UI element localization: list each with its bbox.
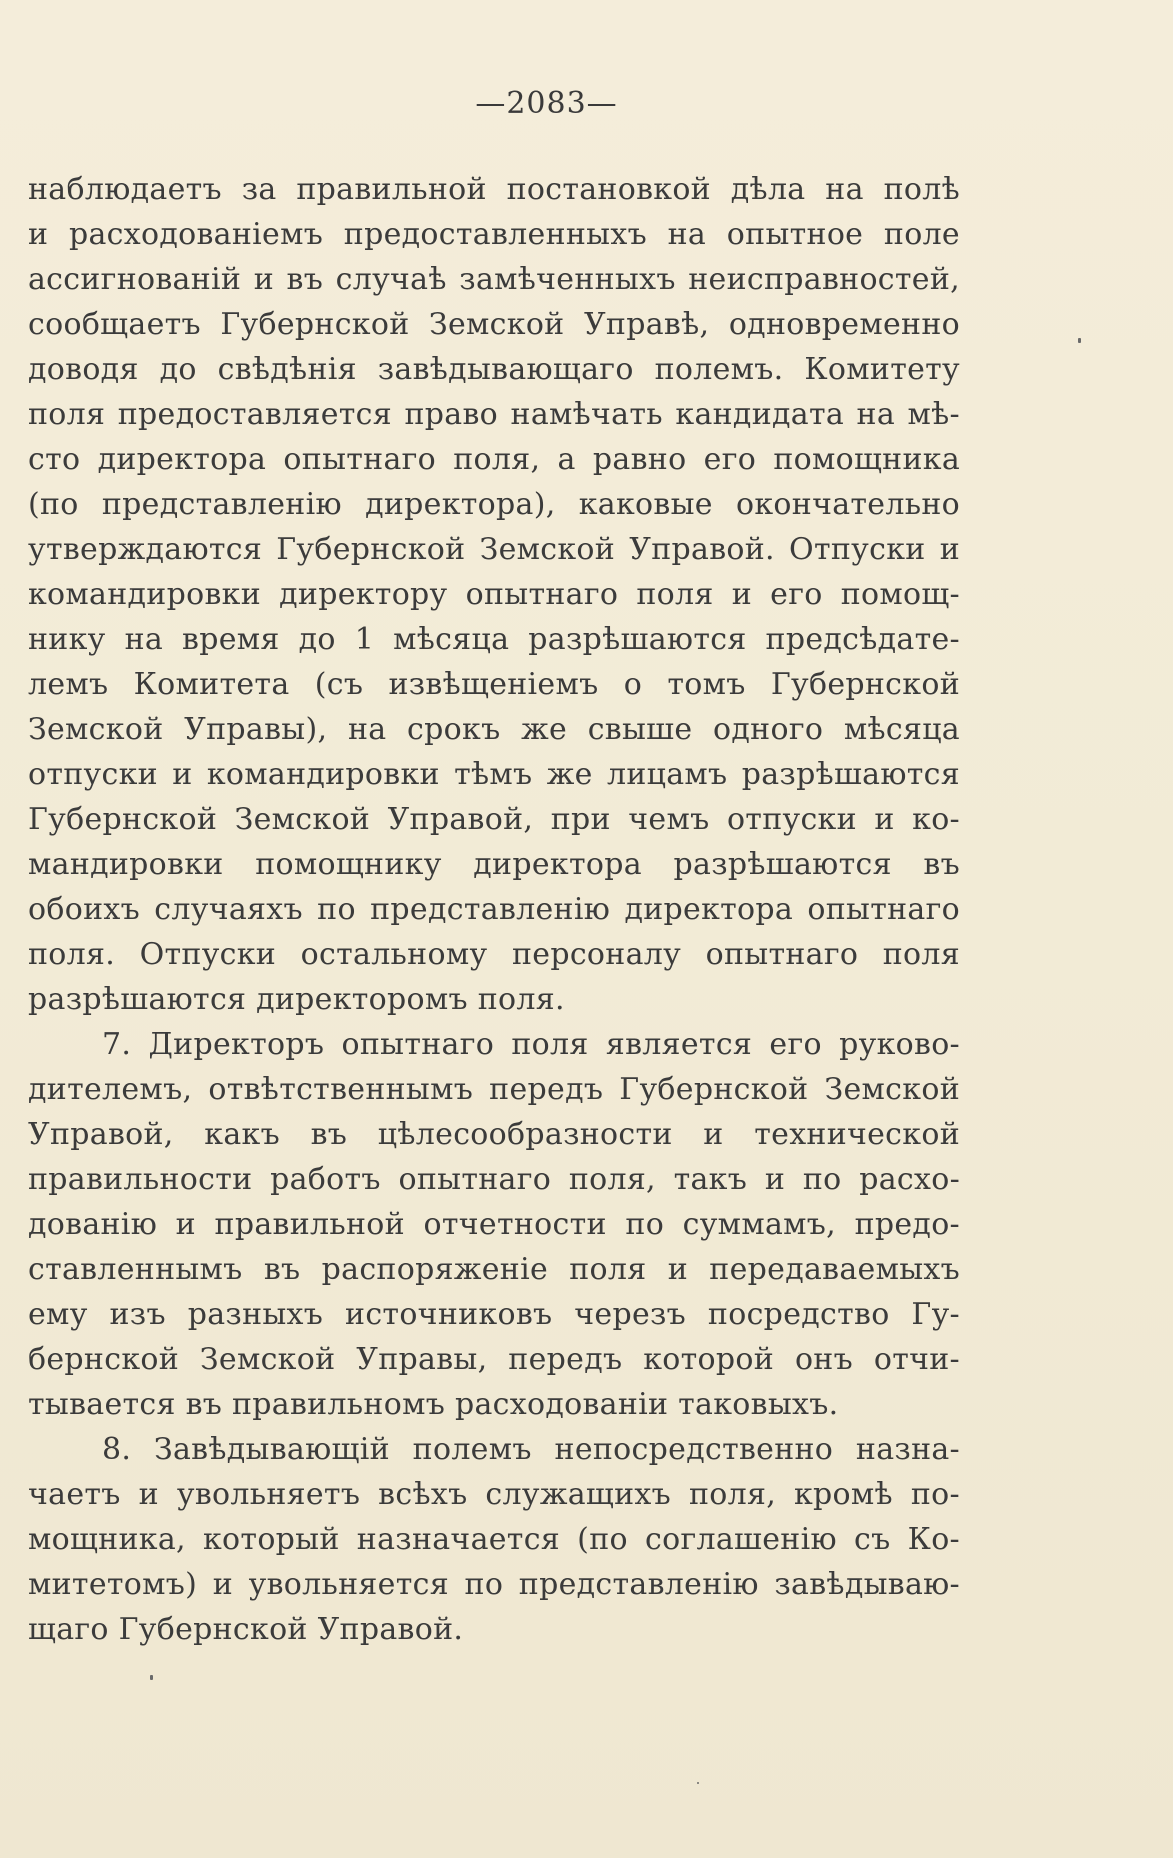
text-line: правильности работъ опытнаго поля, такъ и по расхо- [28, 1162, 960, 1197]
text-line: мощника, который назначается (по соглашенію съ Ко- [28, 1522, 960, 1557]
text-line: лемъ Комитета (съ извѣщеніемъ о томъ Губернской [28, 667, 960, 702]
print-speck [697, 1782, 699, 1784]
text-line: обоихъ случаяхъ по представленію директора опытнаго [28, 892, 960, 927]
text-line: ставленнымъ въ распоряженіе поля и передаваемыхъ [28, 1252, 960, 1287]
print-speck [150, 1675, 153, 1680]
text-line: дованію и правильной отчетности по суммамъ, предо- [28, 1207, 960, 1242]
text-line: отпуски и командировки тѣмъ же лицамъ разрѣшаются [28, 757, 960, 792]
text-line: ассигнованій и въ случаѣ замѣченныхъ неисправностей, [28, 262, 960, 297]
section-7-start: 7. Директоръ опытнаго поля является его руково- [102, 1027, 960, 1062]
page-number: —2083— [475, 86, 618, 121]
text-line: наблюдаетъ за правильной постановкой дѣла на полѣ [28, 172, 960, 207]
text-line: мандировки помощнику директора разрѣшаются въ [28, 847, 960, 882]
section-8-start: 8. Завѣдывающій полемъ непосредственно назна- [102, 1432, 960, 1467]
text-line: Губернской Земской Управой, при чемъ отпуски и ко- [28, 802, 960, 837]
text-line: сообщаетъ Губернской Земской Управѣ, одновременно [28, 307, 960, 342]
text-line: Земской Управы), на срокъ же свыше одного мѣсяца [28, 712, 960, 747]
text-line: утверждаются Губернской Земской Управой. Отпуски и [28, 532, 960, 567]
text-line: сто директора опытнаго поля, а равно его помощника [28, 442, 960, 477]
text-line: и расходованіемъ предоставленныхъ на опытное поле [28, 217, 960, 252]
text-line: поля. Отпуски остальному персоналу опытнаго поля [28, 937, 960, 972]
text-line: Управой, какъ въ цѣлесообразности и технической [28, 1117, 960, 1152]
text-line: дителемъ, отвѣтственнымъ передъ Губернской Земской [28, 1072, 960, 1107]
text-line: (по представленію директора), каковые окончательно [28, 487, 960, 522]
print-speck [1078, 338, 1081, 343]
text-line: бернской Земской Управы, передъ которой онъ отчи- [28, 1342, 960, 1377]
text-line: митетомъ) и увольняется по представленію завѣдываю- [28, 1567, 960, 1602]
text-line: поля предоставляется право намѣчать кандидата на мѣ- [28, 397, 960, 432]
text-line: чаетъ и увольняетъ всѣхъ служащихъ поля, кромѣ по- [28, 1477, 960, 1512]
paragraph-end-line: разрѣшаются директоромъ поля. [28, 982, 565, 1017]
text-line: нику на время до 1 мѣсяца разрѣшаются предсѣдате- [28, 622, 960, 657]
text-line: ему изъ разныхъ источниковъ черезъ посредство Гу- [28, 1297, 960, 1332]
body-text [28, 167, 960, 1652]
text-line: командировки директору опытнаго поля и его помощ- [28, 577, 960, 612]
text-line: доводя до свѣдѣнія завѣдывающаго полемъ. Комитету [28, 352, 960, 387]
paragraph-end-line: щаго Губернской Управой. [28, 1612, 464, 1647]
paragraph-end-line: тывается въ правильномъ расходованіи таковыхъ. [28, 1387, 839, 1422]
